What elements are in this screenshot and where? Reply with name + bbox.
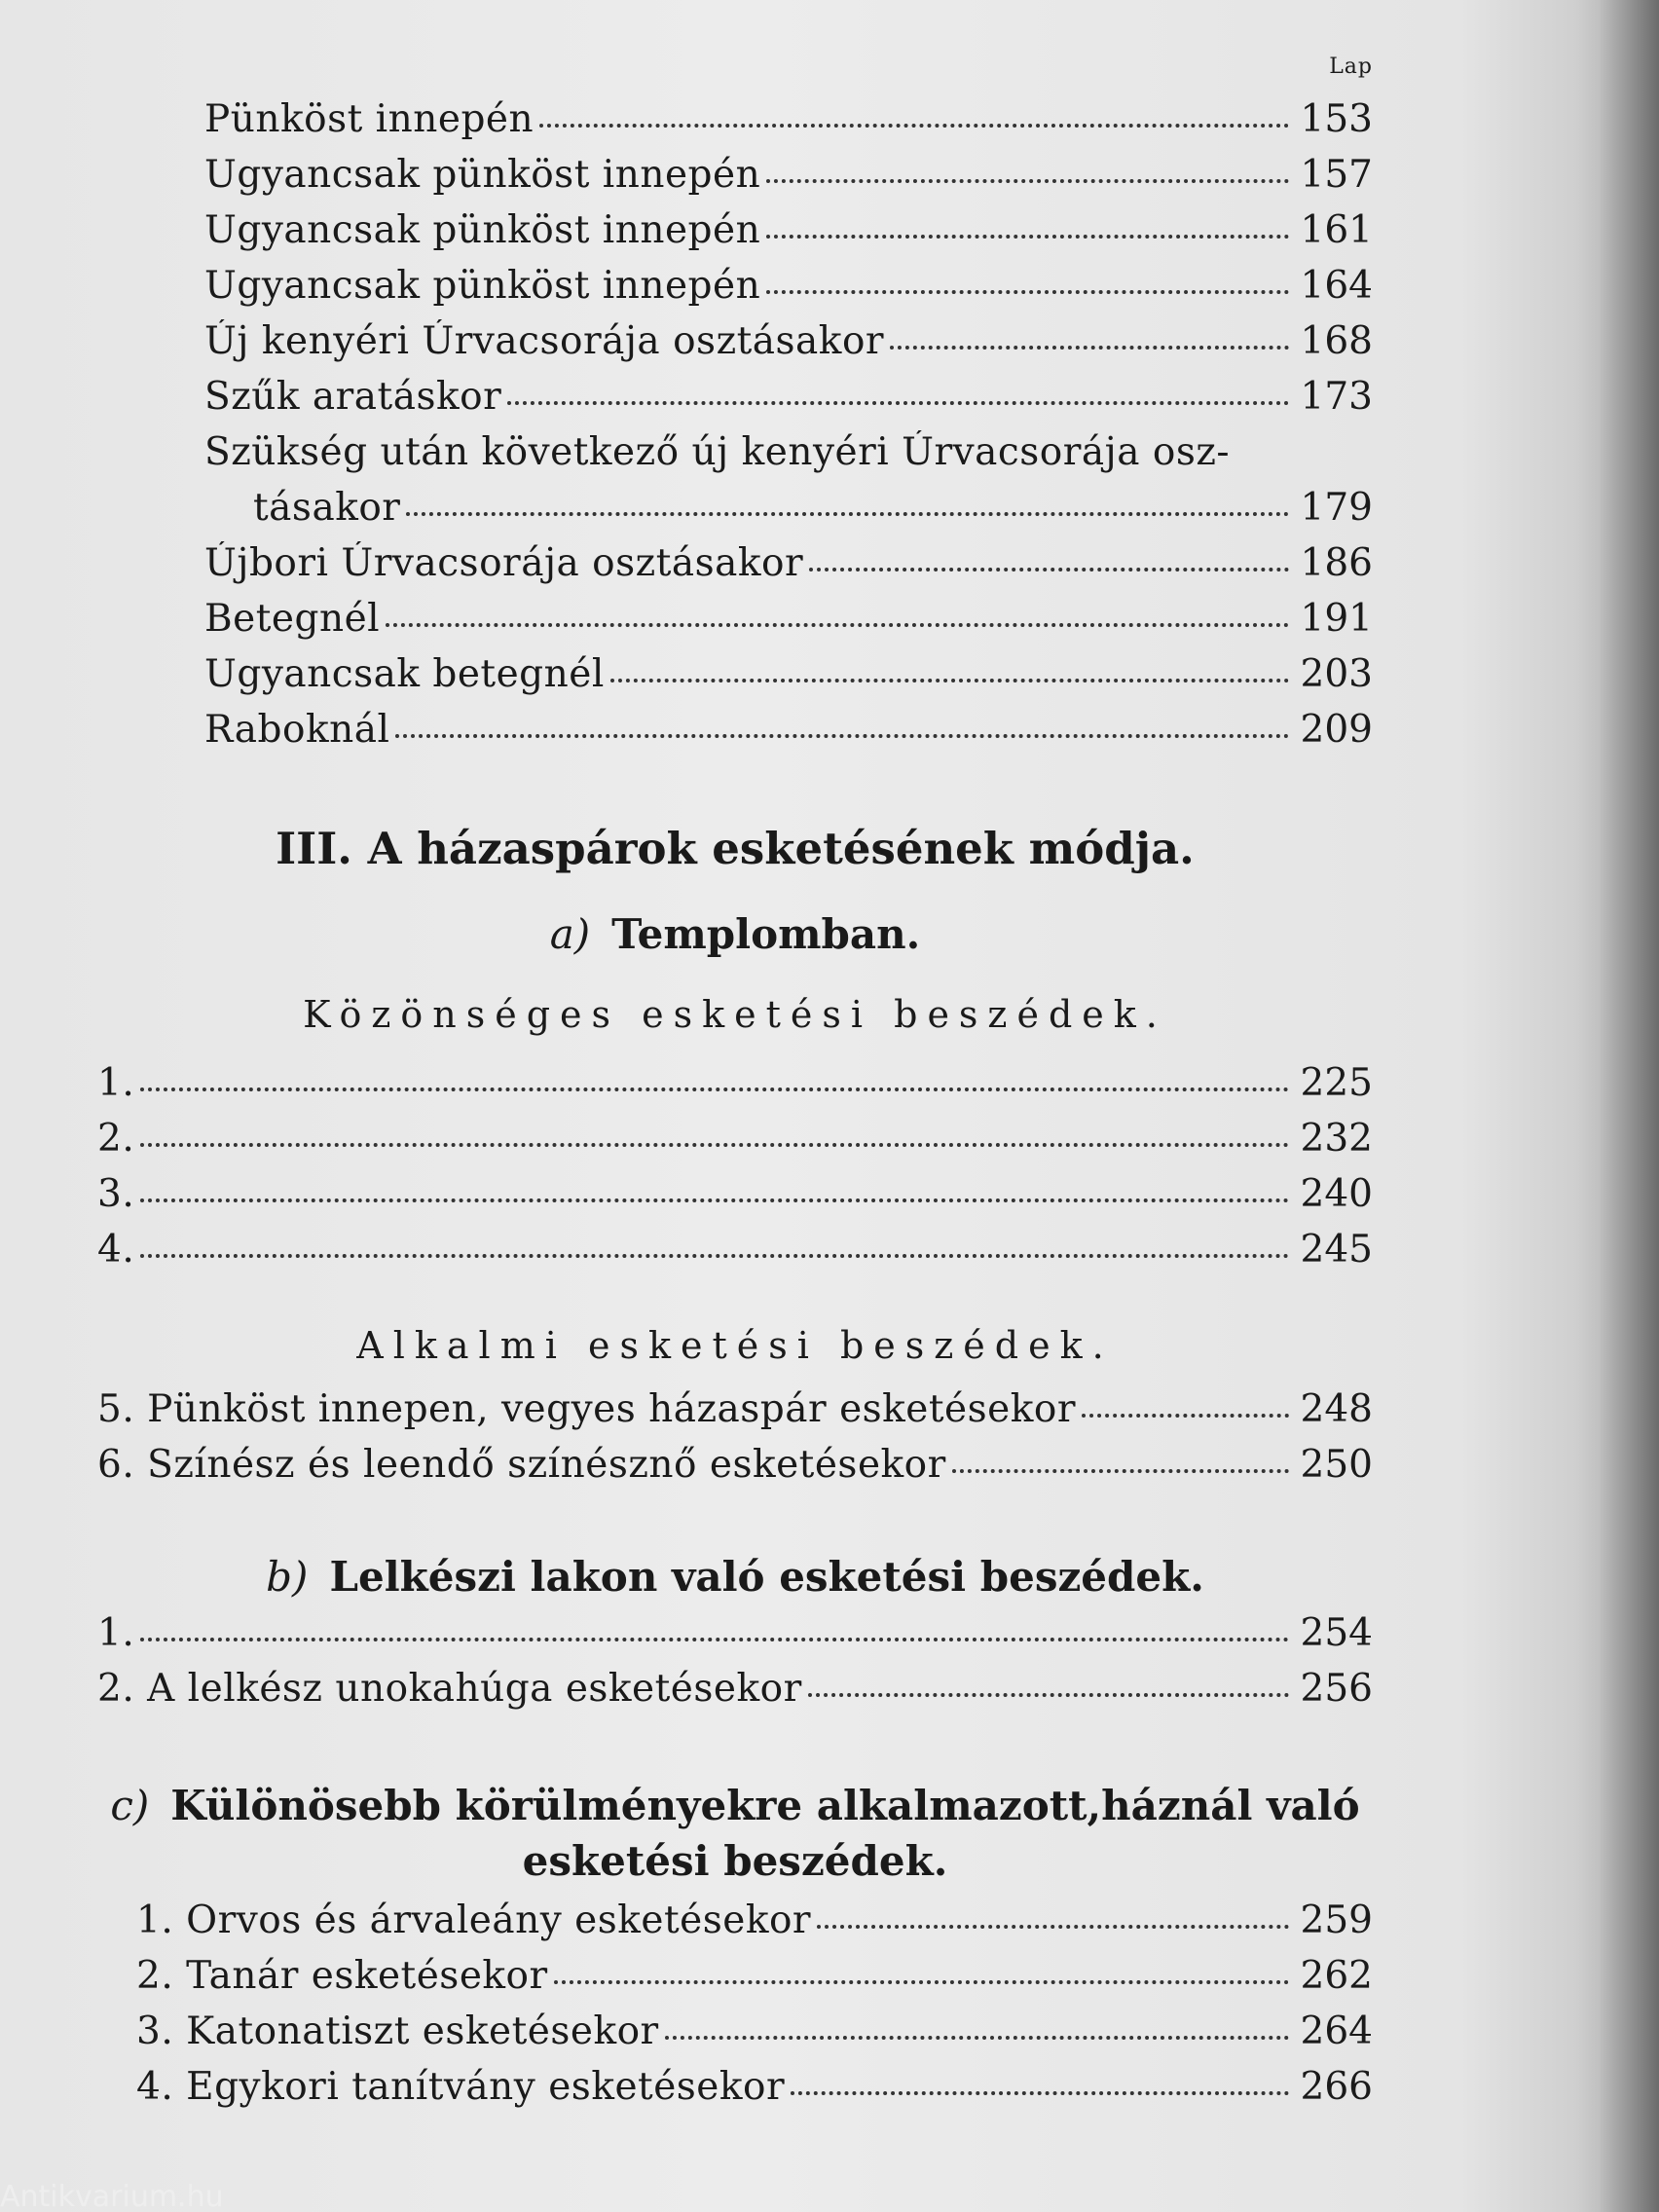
common-speeches-list: [97, 1061, 1373, 1283]
toc-entry-page: 259: [1300, 1899, 1373, 1942]
toc-entry: [97, 486, 1373, 541]
subsection-a-heading: [97, 910, 1373, 958]
toc-entry-page: 203: [1300, 652, 1373, 696]
leader-dots: [140, 1143, 1289, 1147]
toc-entry: [97, 1387, 1373, 1443]
toc-entry-page: 254: [1300, 1611, 1373, 1655]
toc-entry: [97, 208, 1373, 264]
toc-entry-page: 179: [1300, 486, 1373, 530]
subsection-title: Lelkészi lakon való esketési beszédek.: [329, 1553, 1204, 1601]
toc-entry-title: Betegnél: [204, 597, 381, 641]
toc-entry-title: Ugyancsak pünköst innepén: [204, 153, 761, 197]
toc-entry: [97, 2065, 1373, 2120]
leader-dots: [952, 1469, 1289, 1473]
toc-entry-title: Új kenyéri Úrvacsorája osztásakor: [204, 319, 885, 363]
toc-entry-title: Szükség után következő új kenyéri Úrvacsorája osz-: [204, 430, 1231, 474]
toc-entry-page: 209: [1300, 708, 1373, 752]
toc-entry: [97, 1117, 1373, 1172]
toc-entry-page: 191: [1300, 597, 1373, 641]
toc-entry-page: 240: [1300, 1172, 1373, 1216]
toc-entry-title: 3. Katonatiszt esketésekor: [136, 2009, 659, 2053]
leader-dots: [1082, 1414, 1289, 1418]
leader-dots: [140, 1198, 1289, 1202]
leader-dots: [395, 734, 1289, 738]
leader-dots: [809, 568, 1289, 571]
occasional-speeches-list: [97, 1387, 1373, 1498]
toc-entry-page: 164: [1300, 264, 1373, 308]
toc-entry-title: 2. A lelkész unokahúga esketésekor: [97, 1667, 802, 1711]
toc-entry: [97, 264, 1373, 319]
subsection-c-heading-line2: esketési beszédek.: [522, 1837, 948, 1885]
toc-entry-page: 266: [1300, 2065, 1373, 2109]
toc-entry-page: 157: [1300, 153, 1373, 197]
toc-entry: [97, 375, 1373, 430]
leader-dots: [539, 124, 1289, 128]
toc-entry: [97, 1061, 1373, 1117]
subsection-title: Különösebb körülményekre alkalmazott,háznál való: [170, 1782, 1360, 1829]
toc-entry-page: 264: [1300, 2009, 1373, 2053]
subsection-c-heading: [97, 1782, 1373, 1829]
toc-entry-title: 2.: [97, 1117, 135, 1161]
parsonage-speeches-list: [97, 1611, 1373, 1722]
toc-entry: [97, 2009, 1373, 2065]
leader-dots: [766, 179, 1289, 183]
toc-entry: [97, 1899, 1373, 1954]
toc-entry-page: 173: [1300, 375, 1373, 419]
leader-dots: [766, 290, 1289, 294]
toc-entry: [97, 97, 1373, 153]
toc-entry-title: 1. Orvos és árvaleány esketésekor: [136, 1899, 812, 1942]
common-speeches-heading: Közönséges esketési beszédek.: [303, 993, 1167, 1036]
toc-entry-title: Ugyancsak betegnél: [204, 652, 605, 696]
toc-entry: [97, 1172, 1373, 1228]
toc-entry: [97, 597, 1373, 652]
leader-dots: [665, 2036, 1289, 2040]
toc-entry-title: Ugyancsak pünköst innepén: [204, 208, 761, 252]
section-heading: III. A házaspárok esketésének módja.: [276, 823, 1195, 874]
special-speeches-list: [97, 1899, 1373, 2120]
toc-top-list: [97, 97, 1373, 763]
toc-entry: [97, 1954, 1373, 2009]
toc-entry: [97, 1667, 1373, 1722]
toc-entry-page: 248: [1300, 1387, 1373, 1431]
toc-entry-page: 161: [1300, 208, 1373, 252]
subsection-title: Templomban.: [611, 910, 921, 958]
toc-entry-page: 245: [1300, 1228, 1373, 1272]
toc-entry-page: 232: [1300, 1117, 1373, 1161]
toc-entry-title: 3.: [97, 1172, 135, 1216]
occasional-speeches-heading: Alkalmi esketési beszédek.: [356, 1324, 1114, 1367]
subsection-letter: a): [549, 910, 591, 958]
toc-entry: [97, 319, 1373, 375]
toc-entry-title: 1.: [97, 1061, 135, 1105]
leader-dots: [140, 1254, 1289, 1258]
page-column-label: Lap: [1329, 55, 1373, 79]
toc-entry-title: 6. Színész és leendő színésznő esketésekor: [97, 1443, 946, 1487]
leader-dots: [140, 1088, 1289, 1091]
watermark: Antikvarium.hu: [0, 2183, 224, 2212]
leader-dots: [766, 235, 1289, 239]
toc-entry-title: 4.: [97, 1228, 135, 1272]
leader-dots: [791, 2091, 1289, 2095]
toc-entry-title: 4. Egykori tanítvány esketésekor: [136, 2065, 786, 2109]
toc-entry: [97, 1228, 1373, 1283]
page-gutter-shadow: [1601, 0, 1659, 2212]
leader-dots: [406, 512, 1289, 516]
toc-entry: [97, 652, 1373, 708]
toc-entry-title: Raboknál: [204, 708, 390, 752]
toc-entry-page: 250: [1300, 1443, 1373, 1487]
leader-dots: [610, 679, 1289, 682]
toc-entry: [97, 708, 1373, 763]
toc-entry-wrapped-line: [97, 430, 1373, 486]
leader-dots: [808, 1693, 1289, 1697]
leader-dots: [890, 346, 1289, 350]
leader-dots: [386, 623, 1289, 627]
toc-entry-title: Ugyancsak pünköst innepén: [204, 264, 761, 308]
toc-entry-page: 256: [1300, 1667, 1373, 1711]
subsection-letter: c): [110, 1782, 150, 1829]
toc-entry-title: 5. Pünköst innepen, vegyes házaspár esketésekor: [97, 1387, 1076, 1431]
toc-entry-page: 186: [1300, 541, 1373, 585]
toc-entry-page: 168: [1300, 319, 1373, 363]
toc-entry: [97, 1611, 1373, 1667]
toc-entry-title: Pünköst innepén: [204, 97, 535, 141]
toc-entry-title: 2. Tanár esketésekor: [136, 1954, 548, 1998]
toc-entry: [97, 541, 1373, 597]
toc-entry-title: tásakor: [253, 486, 401, 530]
subsection-b-heading: [97, 1553, 1373, 1601]
subsection-letter: b): [266, 1553, 309, 1601]
toc-entry-page: 153: [1300, 97, 1373, 141]
leader-dots: [554, 1980, 1289, 1984]
toc-entry-title: Szűk aratáskor: [204, 375, 502, 419]
leader-dots: [817, 1925, 1289, 1929]
toc-entry-page: 262: [1300, 1954, 1373, 1998]
toc-entry: [97, 1443, 1373, 1498]
toc-entry-title: Újbori Úrvacsorája osztásakor: [204, 541, 804, 585]
leader-dots: [507, 401, 1289, 405]
leader-dots: [140, 1638, 1289, 1641]
toc-entry: [97, 153, 1373, 208]
toc-entry-page: 225: [1300, 1061, 1373, 1105]
toc-entry-title: 1.: [97, 1611, 135, 1655]
